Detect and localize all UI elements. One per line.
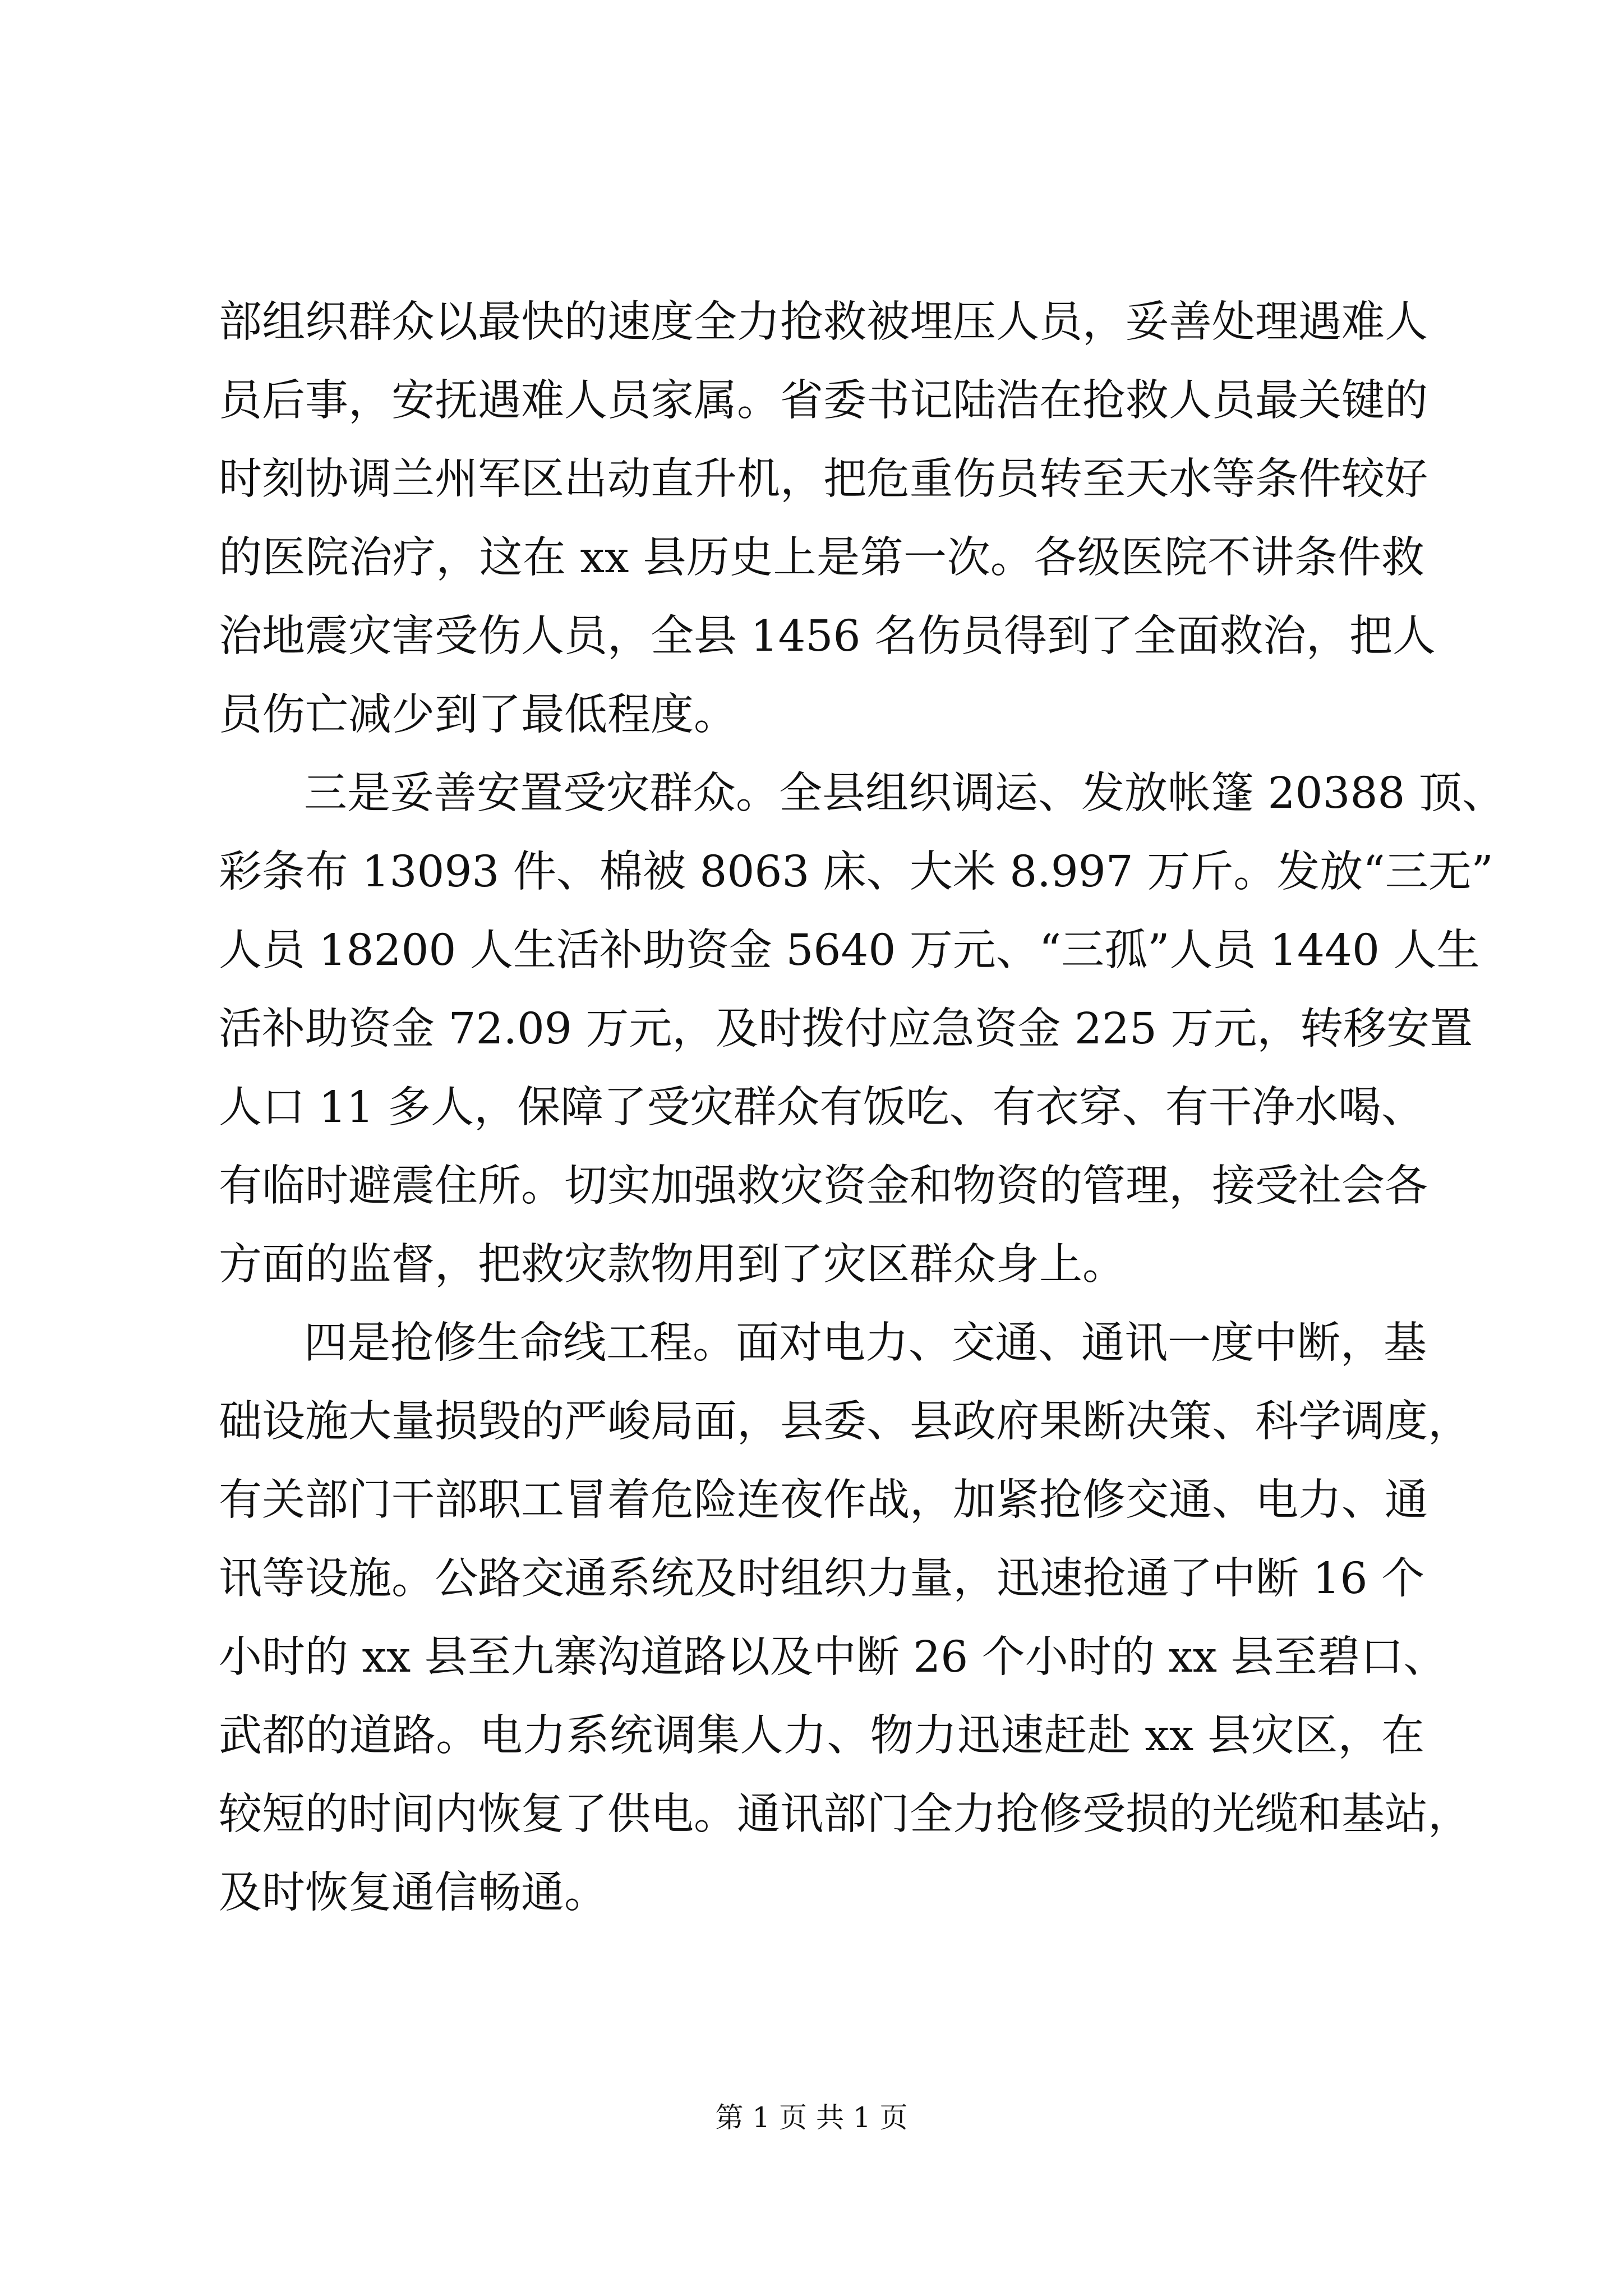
text-line: 员后事，安抚遇难人员家属。省委书记陆浩在抢救人员最关键的: [219, 376, 1428, 426]
text-line: 础设施大量损毁的严峻局面，县委、县政府果断决策、科学调度，: [219, 1397, 1471, 1447]
text-line: 的医院治疗，这在 xx 县历史上是第一次。各级医院不讲条件救: [219, 533, 1424, 583]
text-line: 活补助资金 72.09 万元，及时拨付应急资金 225 万元，转移安置: [219, 1004, 1473, 1054]
text-line: 部组织群众以最快的速度全力抢救被埋压人员，妥善处理遇难人: [219, 297, 1428, 347]
text-line: 四是抢修生命线工程。面对电力、交通、通讯一度中断，基: [304, 1318, 1427, 1368]
text-line: 治地震灾害受伤人员，全县 1456 名伤员得到了全面救治，把人: [219, 611, 1436, 661]
text-line: 三是妥善安置受灾群众。全县组织调运、发放帐篷 20388 顶、: [304, 769, 1505, 818]
text-line: 及时恢复通信畅通。: [219, 1868, 607, 1918]
text-line: 彩条布 13093 件、棉被 8063 床、大米 8.997 万斤。发放“三无”: [219, 847, 1493, 897]
text-line: 武都的道路。电力系统调集人力、物力迅速赶赴 xx 县灾区，在: [219, 1711, 1424, 1761]
text-line: 有临时避震住所。切实加强救灾资金和物资的管理，接受社会各: [219, 1161, 1428, 1211]
text-line: 员伤亡减少到了最低程度。: [219, 690, 737, 740]
text-line: 人员 18200 人生活补助资金 5640 万元、“三孤”人员 1440 人生: [219, 926, 1480, 976]
text-line: 时刻协调兰州军区出动直升机，把危重伤员转至天水等条件较好: [219, 454, 1428, 504]
text-line: 讯等设施。公路交通系统及时组织力量，迅速抢通了中断 16 个: [219, 1554, 1424, 1604]
text-line: 较短的时间内恢复了供电。通讯部门全力抢修受损的光缆和基站，: [219, 1789, 1471, 1839]
text-line: 小时的 xx 县至九寨沟道路以及中断 26 个小时的 xx 县至碧口、: [219, 1632, 1447, 1682]
text-line: 有关部门干部职工冒着危险连夜作战，加紧抢修交通、电力、通: [219, 1475, 1428, 1525]
text-line: 方面的监督，把救灾款物用到了灾区群众身上。: [219, 1240, 1126, 1290]
text-line: 人口 11 多人，保障了受灾群众有饭吃、有衣穿、有干净水喝、: [219, 1083, 1424, 1133]
page-footer: 第 1 页 共 1 页: [715, 2101, 908, 2134]
